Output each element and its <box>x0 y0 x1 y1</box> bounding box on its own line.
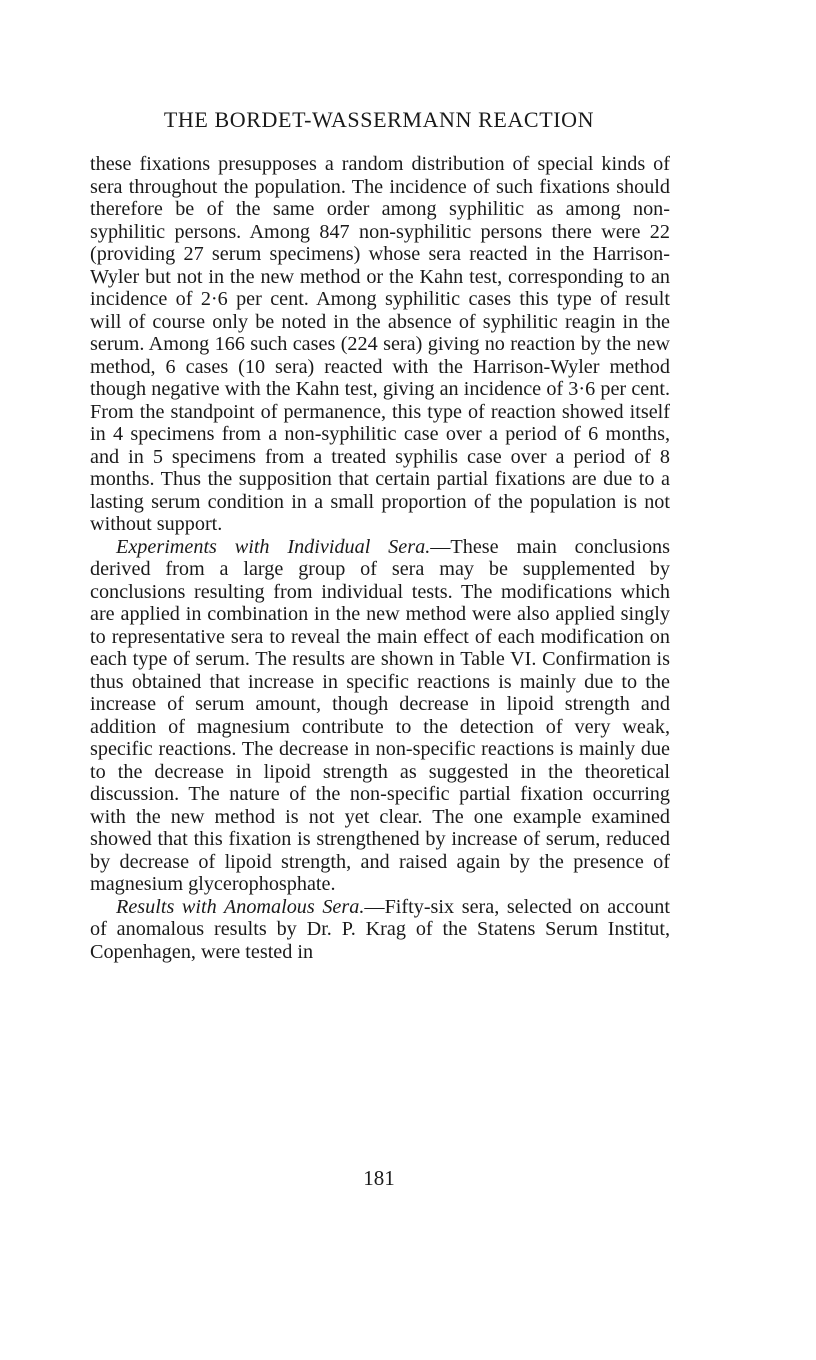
paragraph-text: these fixations presupposes a random distribution of special kinds of sera throughout the population. The incidence of such fixations should therefore be of the same order among syphilitic as among non-syphilitic persons. Among 847 non-syphilitic persons there were 22 (providing 27 serum specimens) whose sera reacted in the Harrison-Wyler but not in the new method or the Kahn test, corresponding to an incidence of 2·6 per cent. Among syphilitic cases this type of result will of course only be noted in the absence of syphilitic reagin in the serum. Among 166 such cases (224 sera) giving no reaction by the new method, 6 cases (10 sera) reacted with the Harrison-Wyler method though negative with the Kahn test, giving an incidence of 3·6 per cent. From the standpoint of permanence, this type of reaction showed itself in 4 specimens from a non-syphilitic case over a period of 6 months, and in 5 specimens from a treated syphilis case over a period of 8 months. Thus the supposition that certain partial fixations are due to a lasting serum condition in a small proportion of the population is not without support. <box>90 153 670 535</box>
page-number: 181 <box>363 1166 395 1190</box>
section-heading-anomalous-sera: Results with Anomalous Sera. <box>116 895 365 918</box>
paragraph-text: —Fifty-six sera, selected on account of anomalous results by Dr. P. Krag of the Statens Serum Institut, Copenhagen, were tested in <box>90 895 670 963</box>
paragraph-continuation <box>90 153 670 536</box>
paragraph-text: —These main conclusions derived from a large group of sera may be supplemented by conclusions resulting from individual tests. The modifications which are applied in combination in the new method were also applied singly to representative sera to reveal the main effect of each modification on each type of serum. The results are shown in Table VI. Confirmation is thus obtained that increase in specific reactions is mainly due to the increase of serum amount, though decrease in lipoid strength and addition of magnesium contribute to the detection of very weak, specific reactions. The decrease in non-specific reactions is mainly due to the decrease in lipoid strength as suggested in the theoretical discussion. The nature of the non-specific partial fixation occurring with the new method is not yet clear. The one example examined showed that this fixation is strengthened by increase of serum, reduced by decrease of lipoid strength, and raised again by the presence of magnesium glycerophosphate. <box>90 535 670 895</box>
paragraph-anomalous-sera <box>90 896 670 964</box>
paragraph-individual-sera <box>90 536 670 896</box>
body-text <box>90 153 670 963</box>
running-head: THE BORDET-WASSERMANN REACTION <box>163 107 595 132</box>
section-heading-individual-sera: Experiments with Individual Sera. <box>116 535 431 558</box>
